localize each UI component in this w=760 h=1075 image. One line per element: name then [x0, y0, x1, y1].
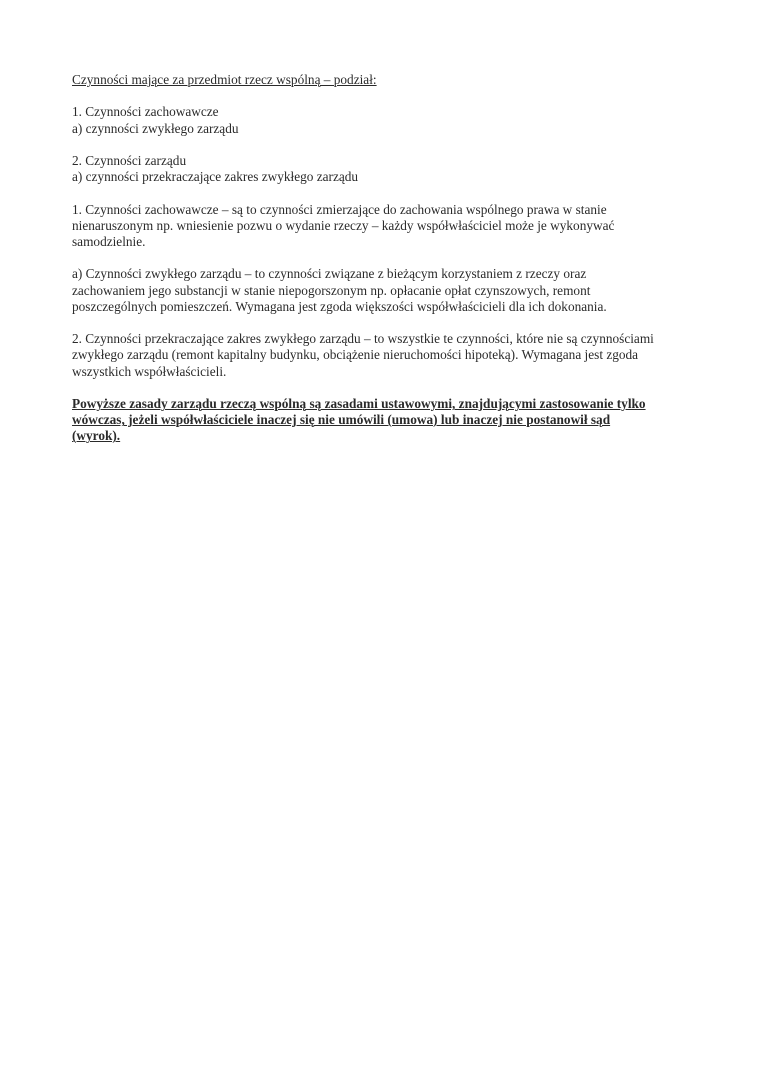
spacer	[72, 137, 692, 153]
spacer	[72, 88, 692, 104]
list2-item: 2. Czynności zarządu	[72, 152, 187, 168]
paragraph-2-line: zachowaniem jego substancji w stanie niepogorszonym np. opłacanie opłat czynszowych, remont	[72, 282, 591, 298]
conclusion-line: Powyższe zasady zarządu rzeczą wspólną są zasadami ustawowymi, znajdującymi zastosowanie tylko	[72, 395, 646, 411]
paragraph-2-line: a) Czynności zwykłego zarządu – to czynności związane z bieżącym korzystaniem z rzeczy oraz	[72, 266, 587, 282]
document-heading: Czynności mające za przedmiot rzecz wspólną – podział:	[72, 72, 377, 87]
list1-item: 1. Czynności zachowawcze	[72, 104, 219, 120]
paragraph-1-line: nienaruszonym np. wniesienie pozwu o wydanie rzeczy – każdy współwłaściciel może je wykonywać	[72, 217, 615, 233]
spacer	[72, 250, 692, 266]
spacer	[72, 185, 692, 201]
paragraph-1-line: samodzielnie.	[72, 233, 146, 249]
conclusion-line: (wyrok).	[72, 428, 121, 444]
paragraph-3-line: zwykłego zarządu (remont kapitalny budynku, obciążenie nieruchomości hipoteką). Wymagana jest zgoda	[72, 347, 639, 363]
list1-subitem: a) czynności zwykłego zarządu	[72, 120, 239, 136]
conclusion-line: wówczas, jeżeli współwłaściciele inaczej się nie umówili (umowa) lub inaczej nie postanowił sąd	[72, 412, 611, 428]
spacer	[72, 380, 692, 396]
paragraph-3-line: wszystkich współwłaścicieli.	[72, 363, 227, 379]
list2-subitem: a) czynności przekraczające zakres zwykłego zarządu	[72, 169, 359, 185]
spacer	[72, 315, 692, 331]
document-body	[72, 72, 692, 445]
paragraph-2-line: poszczególnych pomieszczeń. Wymagana jest zgoda większości współwłaścicieli dla ich dokonania.	[72, 298, 607, 314]
paragraph-3-line: 2. Czynności przekraczające zakres zwykłego zarządu – to wszystkie te czynności, które nie są czynnościami	[72, 331, 654, 347]
paragraph-1-line: 1. Czynności zachowawcze – są to czynności zmierzające do zachowania wspólnego prawa w stanie	[72, 201, 607, 217]
